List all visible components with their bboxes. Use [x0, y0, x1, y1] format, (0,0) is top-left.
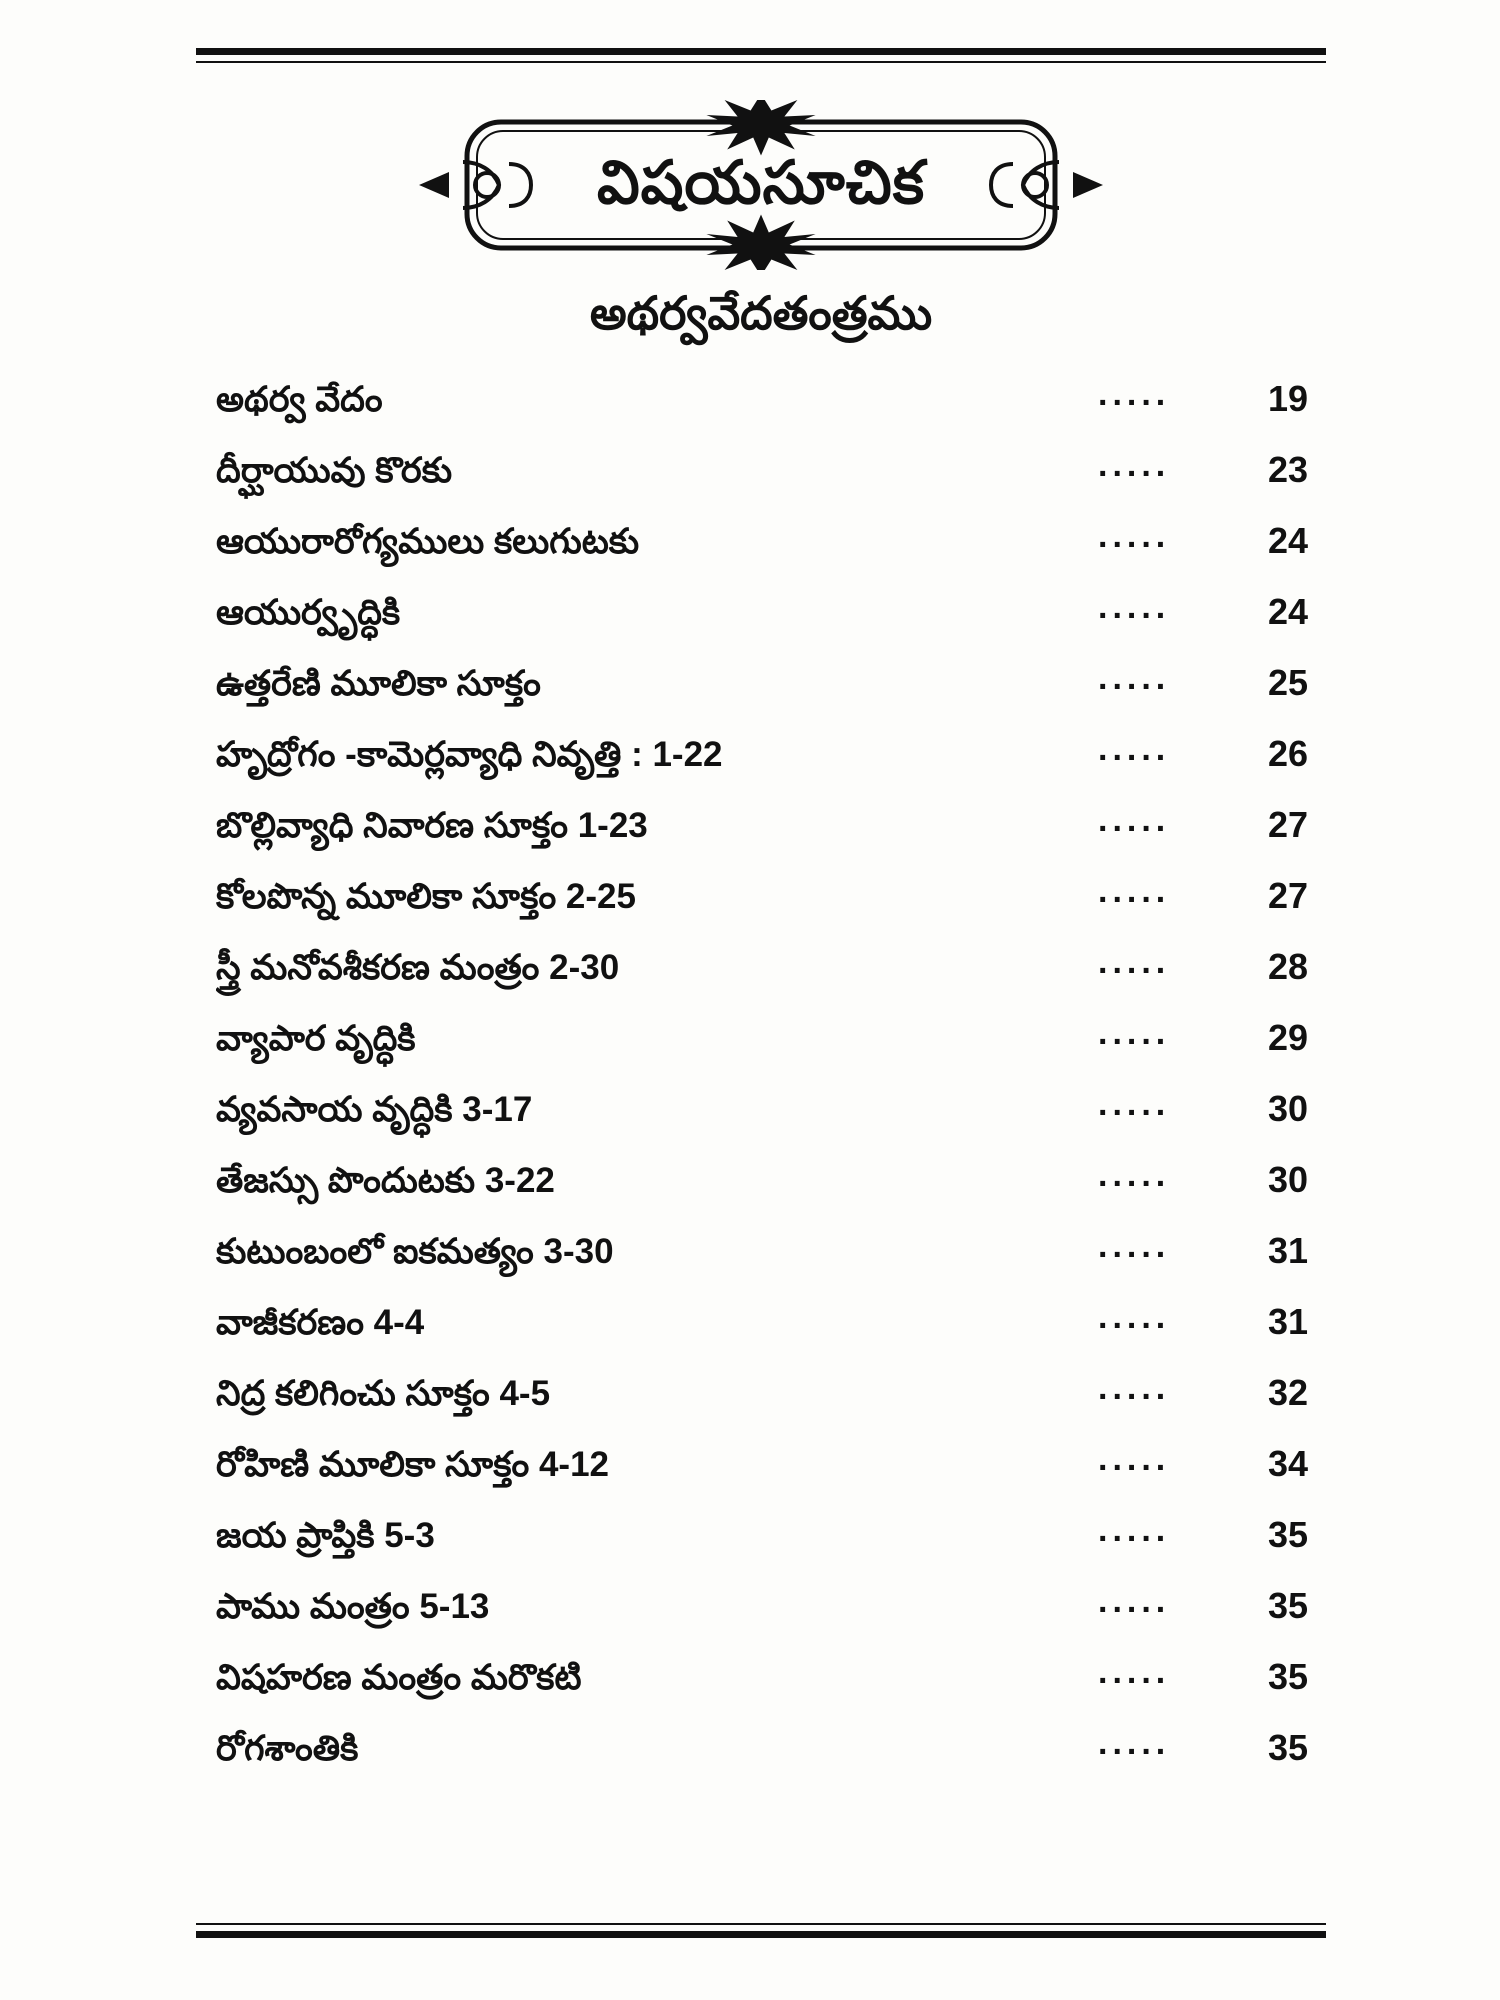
- toc-entry-label: తేజస్సు పొందుటకు 3-22: [216, 1161, 555, 1200]
- toc-entry-label: జయ ప్రాప్తికి 5-3: [216, 1516, 435, 1555]
- toc-entry-label: అథర్వ వేదం: [216, 380, 383, 419]
- toc-entry-page: 29: [1267, 1017, 1308, 1058]
- page-frame: [196, 48, 1326, 1938]
- toc-entry-label: కోలపొన్న మూలికా సూక్తం 2-25: [216, 877, 636, 916]
- toc-entry-page: 27: [1267, 804, 1308, 845]
- toc-entry[interactable]: [196, 1156, 1326, 1230]
- toc-entry-leader: .....: [1098, 1369, 1171, 1407]
- left-flourish-icon: [419, 162, 531, 208]
- toc-entry[interactable]: [196, 1440, 1326, 1514]
- toc-entry-label: ఉత్తరేణి మూలికా సూక్తం: [216, 664, 541, 703]
- toc-entry-leader: .....: [1098, 1653, 1171, 1691]
- toc-entry-page: 25: [1267, 662, 1308, 703]
- toc-entry-leader: .....: [1098, 1724, 1171, 1762]
- toc-entry-leader: .....: [1098, 801, 1171, 839]
- toc-entry[interactable]: [196, 1227, 1326, 1301]
- toc-entry-leader: .....: [1098, 1440, 1171, 1478]
- toc-entry[interactable]: [196, 1724, 1326, 1798]
- toc-entry-leader: .....: [1098, 943, 1171, 981]
- toc-entry-label: రోహిణి మూలికా సూక్తం 4-12: [216, 1445, 610, 1484]
- toc-entry-page: 35: [1267, 1727, 1308, 1768]
- toc-entry-page: 31: [1267, 1230, 1308, 1271]
- frame-top-thick-rule: [196, 48, 1326, 55]
- toc-entry[interactable]: [196, 801, 1326, 875]
- toc-entry[interactable]: [196, 1298, 1326, 1372]
- toc-entry[interactable]: [196, 1653, 1326, 1727]
- toc-entry-leader: .....: [1098, 1582, 1171, 1620]
- toc-entry-label: పాము మంత్రం 5-13: [216, 1587, 490, 1626]
- toc-entry-leader: .....: [1098, 1511, 1171, 1549]
- toc-entry-page: 32: [1267, 1372, 1308, 1413]
- toc-entry[interactable]: [196, 1369, 1326, 1443]
- toc-entry-leader: .....: [1098, 375, 1171, 413]
- toc-entry-leader: .....: [1098, 517, 1171, 555]
- toc-entry-page: 26: [1267, 733, 1308, 774]
- toc-entry-label: రోగశాంతికి: [216, 1729, 359, 1768]
- toc-entry[interactable]: [196, 1582, 1326, 1656]
- toc-entry-page: 19: [1267, 378, 1308, 419]
- toc-entry-label: స్త్రీ మనోవశీకరణ మంత్రం 2-30: [216, 948, 620, 987]
- toc-entry-page: 31: [1267, 1301, 1308, 1342]
- toc-entry-label: హృద్రోగం -కామెర్లవ్యాధి నివృత్తి : 1-22: [216, 735, 723, 774]
- toc-entry-leader: .....: [1098, 872, 1171, 910]
- toc-entry-leader: .....: [1098, 1298, 1171, 1336]
- toc-entry-page: 28: [1267, 946, 1308, 987]
- toc-entry[interactable]: [196, 730, 1326, 804]
- title-banner: [401, 100, 1121, 270]
- toc-entry-page: 35: [1267, 1656, 1308, 1697]
- toc-entry[interactable]: [196, 517, 1326, 591]
- toc-entry[interactable]: [196, 446, 1326, 520]
- frame-bottom-thick-rule: [196, 1931, 1326, 1938]
- toc-entry-leader: .....: [1098, 730, 1171, 768]
- toc-entry-label: బొల్లివ్యాధి నివారణ సూక్తం 1-23: [216, 806, 648, 845]
- toc-entry[interactable]: [196, 659, 1326, 733]
- toc-entry-label: దీర్ఘాయువు కొరకు: [216, 451, 453, 490]
- toc-entry-leader: .....: [1098, 1227, 1171, 1265]
- toc-entry-page: 24: [1267, 591, 1308, 632]
- toc-entry-page: 35: [1267, 1514, 1308, 1555]
- toc-entry-leader: .....: [1098, 1014, 1171, 1052]
- toc-entry[interactable]: [196, 375, 1326, 449]
- frame-bottom-thin-rule: [196, 1923, 1326, 1925]
- toc-entry-label: వ్యవసాయ వృద్ధికి 3-17: [216, 1090, 533, 1129]
- right-flourish-icon: [991, 162, 1103, 208]
- toc-entry[interactable]: [196, 1511, 1326, 1585]
- toc-entry-label: ఆయుర్వృద్ధికి: [216, 593, 401, 632]
- toc-entry-page: 35: [1267, 1585, 1308, 1626]
- toc-entry-label: ఆయురారోగ్యములు కలుగుటకు: [216, 522, 640, 561]
- toc-entry[interactable]: [196, 1014, 1326, 1088]
- toc-entry-leader: .....: [1098, 659, 1171, 697]
- toc-entry[interactable]: [196, 943, 1326, 1017]
- toc-entry-label: నిద్ర కలిగించు సూక్తం 4-5: [216, 1374, 551, 1413]
- toc-entry-leader: .....: [1098, 446, 1171, 484]
- toc-entry[interactable]: [196, 588, 1326, 662]
- toc-entry-leader: .....: [1098, 1156, 1171, 1194]
- toc-entry[interactable]: [196, 1085, 1326, 1159]
- toc-entry[interactable]: [196, 872, 1326, 946]
- toc-entry-page: 24: [1267, 520, 1308, 561]
- frame-top-thin-rule: [196, 61, 1326, 63]
- toc-entry-page: 30: [1267, 1159, 1308, 1200]
- toc-entry-label: విషహరణ మంత్రం మరొకటి: [216, 1658, 582, 1697]
- toc-entry-label: వ్యాపార వృద్ధికి: [216, 1019, 416, 1058]
- toc-entry-page: 30: [1267, 1088, 1308, 1129]
- toc-entry-leader: .....: [1098, 588, 1171, 626]
- page-title: విషయసూచిక: [596, 149, 926, 216]
- toc-entry-leader: .....: [1098, 1085, 1171, 1123]
- toc-entry-page: 34: [1267, 1443, 1308, 1484]
- toc-entry-page: 23: [1267, 449, 1308, 490]
- toc-entry-label: వాజీకరణం 4-4: [216, 1303, 425, 1342]
- table-of-contents: [196, 375, 1326, 1798]
- toc-entry-label: కుటుంబంలో ఐకమత్యం 3-30: [216, 1232, 614, 1271]
- section-title: అథర్వవేదతంత్రము: [589, 287, 933, 339]
- toc-entry-page: 27: [1267, 875, 1308, 916]
